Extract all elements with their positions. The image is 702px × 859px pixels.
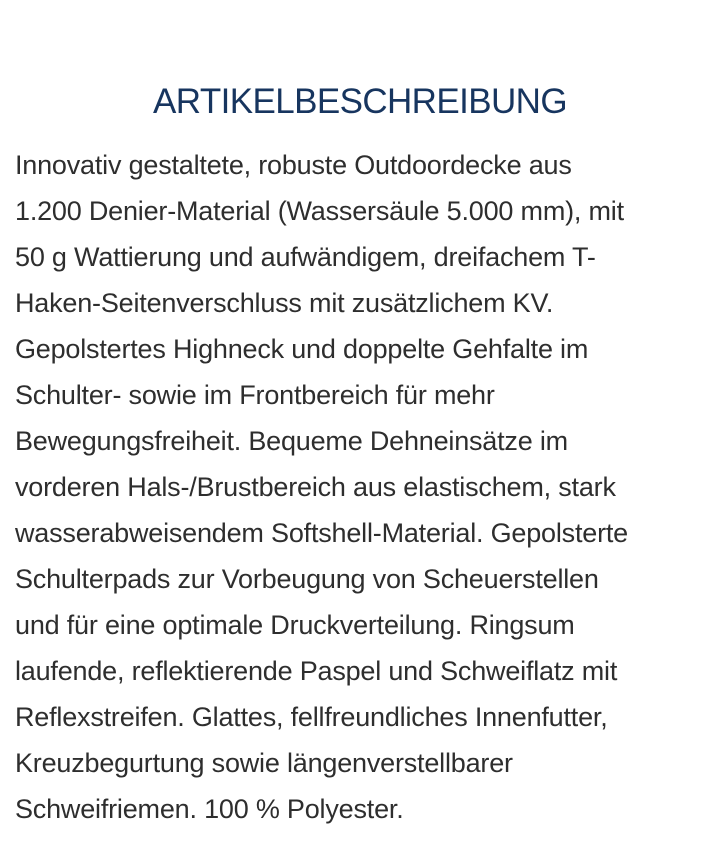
description-line: Schulterpads zur Vorbeugung von Scheuerstellen [15, 564, 599, 594]
description-line: Haken-Seitenverschluss mit zusätzlichem KV. [15, 288, 554, 318]
description-text [15, 142, 702, 832]
description-line: wasserabweisendem Softshell-Material. Gepolsterte [15, 518, 628, 548]
description-line: Kreuzbegurtung sowie längenverstellbarer [15, 748, 513, 778]
description-line: Bewegungsfreiheit. Bequeme Dehneinsätze im [15, 426, 568, 456]
description-line: Innovativ gestaltete, robuste Outdoordecke aus [15, 150, 572, 180]
description-line: Reflexstreifen. Glattes, fellfreundliches Innenfutter, [15, 702, 608, 732]
section-title: ARTIKELBESCHREIBUNG [153, 82, 567, 121]
description-line: und für eine optimale Druckverteilung. Ringsum [15, 610, 575, 640]
description-line: laufende, reflektierende Paspel und Schweiflatz mit [15, 656, 618, 686]
description-line: 50 g Wattierung und aufwändigem, dreifachem T- [15, 242, 596, 272]
description-line: Schweifriemen. 100 % Polyester. [15, 794, 404, 824]
description-line: vorderen Hals-/Brustbereich aus elastischem, stark [15, 472, 616, 502]
description-line: Gepolstertes Highneck und doppelte Gehfalte im [15, 334, 589, 364]
description-line: Schulter- sowie im Frontbereich für mehr [15, 380, 495, 410]
description-line: 1.200 Denier-Material (Wassersäule 5.000 mm), mit [15, 196, 624, 226]
